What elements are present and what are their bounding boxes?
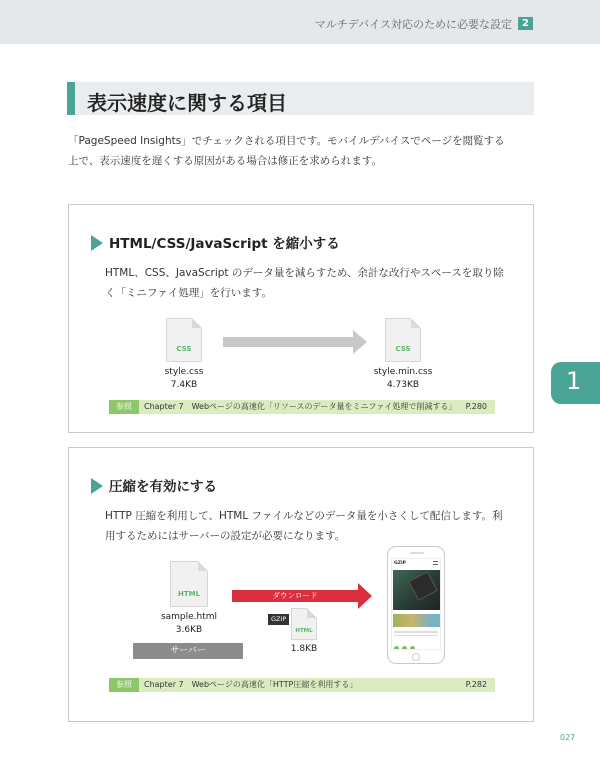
running-header — [0, 0, 600, 44]
section-heading — [67, 82, 534, 115]
file-type-tag: HTML — [177, 590, 201, 598]
file-after-size: 4.73KB — [386, 380, 420, 390]
chapter-side-tab — [551, 362, 600, 404]
gzip-file-size: 1.8KB — [290, 644, 318, 654]
file-type-tag: CSS — [395, 345, 411, 353]
phone-home-button-icon — [412, 653, 420, 661]
reference-page: P.282 — [465, 680, 487, 689]
file-before-size: 7.4KB — [170, 380, 198, 390]
minify-card — [68, 204, 534, 433]
hamburger-menu-icon — [433, 561, 438, 565]
phone-content-lines — [394, 631, 438, 643]
html-file-size: 3.6KB — [175, 625, 203, 635]
file-before-label — [154, 366, 214, 392]
file-type-tag: CSS — [176, 345, 192, 353]
reference-text: Chapter 7 Webページの高速化「リソースのデータ量をミニファイ処理で削減する」 — [144, 402, 457, 411]
minify-card-text: HTML、CSS、JavaScript のデータ量を減らすため、余計な改行やスペースを取り除く「ミニファイ処理」を行います。 — [105, 267, 504, 299]
file-fold-corner — [307, 608, 317, 618]
compression-card-title — [91, 475, 217, 495]
triangle-bullet-icon — [91, 478, 103, 494]
minified-css-file-icon — [385, 318, 421, 362]
phone-site-logo: GZIP — [394, 561, 406, 566]
device-photo-icon — [408, 571, 438, 601]
chapter-badge: 2 — [518, 17, 533, 30]
html-file-name: sample.html — [160, 612, 218, 622]
compression-reference-bar — [109, 678, 495, 692]
gzip-badge: GZIP — [268, 614, 289, 625]
download-label: ダウンロード — [272, 591, 318, 600]
minify-card-title — [91, 232, 340, 252]
file-fold-corner — [192, 318, 202, 328]
compression-card-title-text: 圧縮を有効にする — [109, 479, 217, 495]
compression-card — [68, 447, 534, 722]
section-intro: 「PageSpeed Insights」でチェックされる項目です。モバイルデバイスでページを閲覧する上で、表示速度を遅くする原因がある場合は修正を求められます。 — [68, 135, 505, 167]
phone-speaker — [410, 552, 424, 554]
phone-hero-image — [393, 570, 440, 610]
minify-card-title-text: HTML/CSS/JavaScript を縮小する — [109, 236, 340, 252]
section-title: 表示速度に関する項目 — [87, 91, 287, 115]
phone-screen — [391, 558, 441, 650]
css-file-icon — [166, 318, 202, 362]
file-fold-corner — [411, 318, 421, 328]
file-fold-corner — [198, 561, 208, 571]
file-type-tag: HTML — [295, 628, 313, 634]
download-arrow-icon — [232, 590, 358, 602]
gzip-html-file-icon — [291, 608, 317, 640]
phone-banner-image — [393, 614, 440, 627]
minify-arrow-icon — [223, 337, 353, 347]
running-header-title: マルチデバイス対応のために必要な設定 — [314, 18, 512, 31]
reference-badge: 参照 — [109, 400, 139, 414]
compression-card-text: HTTP 圧縮を利用して、HTML ファイルなどのデータ量を小さくして配信します。利用するためにはサーバーの設定が必要になります。 — [105, 510, 503, 542]
file-after-label — [365, 366, 441, 392]
reference-page: P.280 — [465, 402, 487, 411]
reference-badge: 参照 — [109, 678, 139, 692]
section-heading-accent-bar — [67, 82, 75, 115]
html-file-label — [157, 611, 221, 637]
reference-text: Chapter 7 Webページの高速化「HTTP圧縮を利用する」 — [144, 680, 358, 689]
page-number: 027 — [560, 733, 576, 742]
html-file-icon — [170, 561, 208, 607]
triangle-bullet-icon — [91, 235, 103, 251]
minify-reference-bar — [109, 400, 495, 414]
chapter-side-tab-label: 1 — [566, 367, 582, 395]
file-before-name: style.css — [164, 367, 204, 377]
file-after-name: style.min.css — [373, 367, 433, 377]
smartphone-illustration — [387, 546, 445, 664]
server-label: サーバー — [133, 643, 243, 659]
